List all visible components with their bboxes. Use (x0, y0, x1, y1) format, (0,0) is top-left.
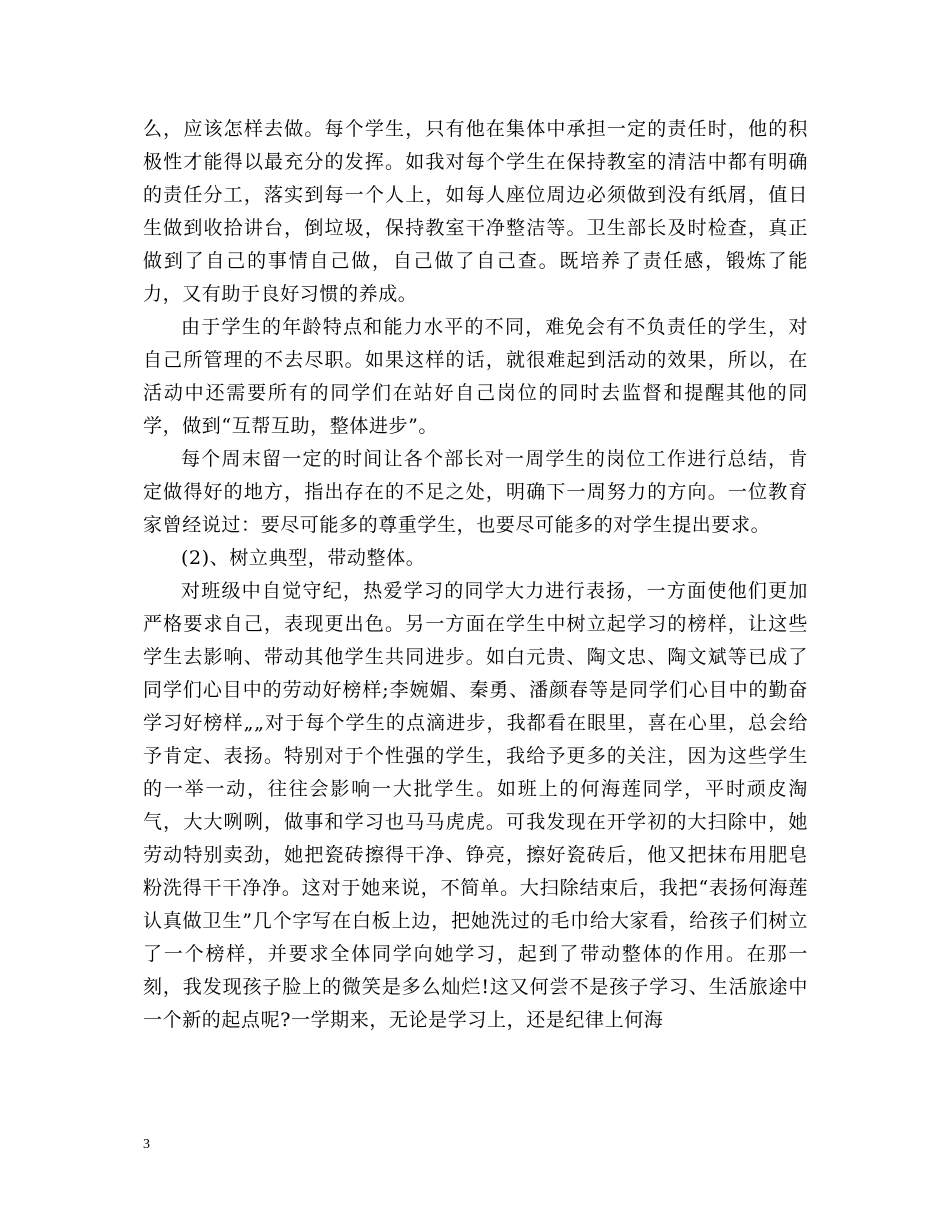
document-page (143, 113, 808, 1037)
paragraph-4: 对班级中自觉守纪，热爱学习的同学大力进行表扬，一方面使他们更加严格要求自己，表现更出色。另一方面在学生中树立起学习的榜样，让这些学生去影响、带动其他学生共同进步。如白元贵、陶文忠、陶文斌等已成了同学们心目中的劳动好榜样;李婉媚、秦勇、潘颜春等是同学们心目中的勤奋学习好榜样„„对于每个学生的点滴进步，我都看在眼里，喜在心里，总会给予肯定、表扬。特别对于个性强的学生，我给予更多的关注，因为这些学生的一举一动，往往会影响一大批学生。如班上的何海莲同学，平时顽皮淘气，大大咧咧，做事和学习也马马虎虎。可我发现在开学初的大扫除中，她劳动特别卖劲，她把瓷砖擦得干净、铮亮，擦好瓷砖后，他又把抹布用肥皂粉洗得干干净净。这对于她来说，不简单。大扫除结束后，我把“表扬何海莲认真做卫生”几个字写在白板上边，把她洗过的毛巾给大家看，给孩子们树立了一个榜样，并要求全体同学向她学习，起到了带动整体的作用。在那一刻，我发现孩子脸上的微笑是多么灿烂!这又何尝不是孩子学习、生活旅途中一个新的起点呢?一学期来，无论是学习上，还是纪律上何海 (143, 580, 808, 1031)
paragraph-3: 每个周末留一定的时间让各个部长对一周学生的岗位工作进行总结，肯定做得好的地方，指出存在的不足之处，明确下一周努力的方向。一位教育家曾经说过：要尽可能多的尊重学生，也要尽可能多的对学生提出要求。 (143, 448, 808, 536)
paragraph-1: 么，应该怎样去做。每个学生，只有他在集体中承担一定的责任时，他的积极性才能得以最充分的发挥。如我对每个学生在保持教室的清洁中都有明确的责任分工，落实到每一个人上，如每人座位周边必须做到没有纸屑，值日生做到收拾讲台，倒垃圾，保持教室干净整洁等。卫生部长及时检查，真正做到了自己的事情自己做，自己做了自己查。既培养了责任感，锻炼了能力，又有助于良好习惯的养成。 (143, 118, 808, 305)
paragraph-2: 由于学生的年龄特点和能力水平的不同，难免会有不负责任的学生，对自己所管理的不去尽职。如果这样的话，就很难起到活动的效果，所以，在活动中还需要所有的同学们在站好自己岗位的同时去监督和提醒其他的同学，做到“互帮互助，整体进步”。 (143, 316, 808, 437)
page-number: 3 (143, 1137, 150, 1152)
section-heading: (2)、树立典型，带动整体。 (181, 547, 426, 569)
